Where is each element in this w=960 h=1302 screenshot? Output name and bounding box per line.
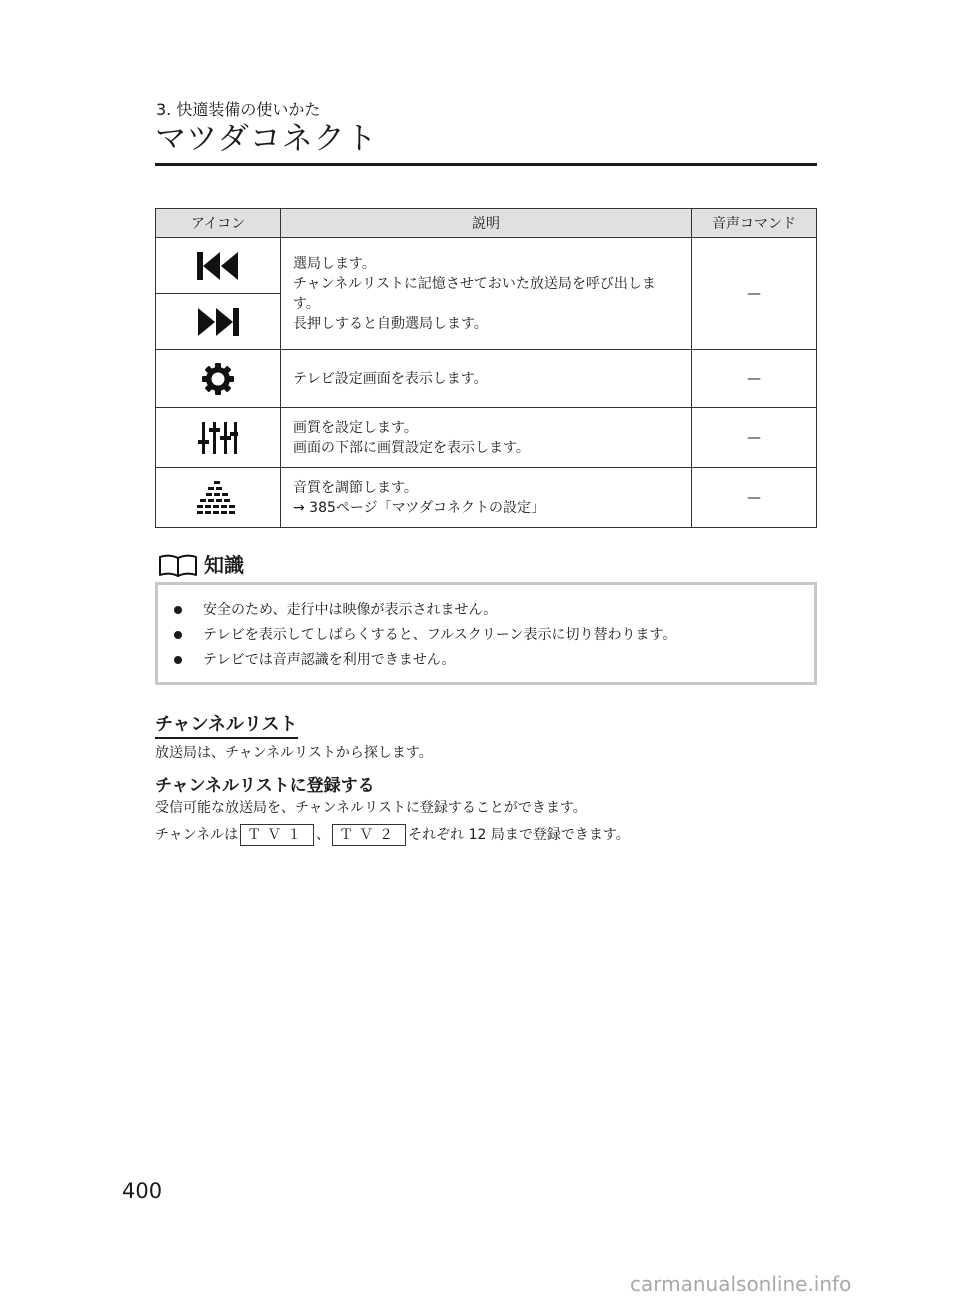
table-row [156,408,817,468]
description-cell [281,468,692,528]
header-voice-command: 音声コマンド [692,209,817,238]
description-line: 長押しすると自動選局します。 [293,315,488,332]
title-divider [155,163,817,166]
page-number: 400 [122,1179,163,1203]
skip-forward-icon [196,306,240,338]
knowledge-box [155,582,817,685]
description-line: テレビ設定画面を表示します。 [293,370,488,387]
icon-cell [156,350,281,408]
description-line: 音質を調節します。 [293,479,418,496]
footer-watermark: carmanualsonline.info [630,1272,852,1296]
channel-list-text: 放送局は、チャンネルリストから探します。 [155,745,433,761]
voice-command-cell: — [692,350,817,408]
icon-cell [156,294,281,350]
icon-cell [156,238,281,294]
page-title: マツダコネクト [155,121,378,157]
voice-command-cell: — [692,408,817,468]
description-cell [281,350,692,408]
table-row [156,468,817,528]
list-item: 安全のため、走行中は映像が表示されません。 [171,598,676,623]
voice-command-cell: — [692,238,817,350]
header-description: 説明 [281,209,692,238]
list-item: テレビを表示してしばらくすると、フルスクリーン表示に切り替わります。 [171,623,676,648]
chapter-label: 3. 快適装備の使いかた [156,100,321,119]
table-header-row [156,209,817,238]
section-heading-channel-list: チャンネルリスト [155,714,298,739]
icon-table [155,208,817,528]
table-row [156,238,817,294]
description-line: チャンネルリストに記憶させておいた放送局を呼び出します。 [293,275,656,312]
description-cell [281,238,692,350]
voice-command-cell: — [692,468,817,528]
tv2-key: ＴＶ２ [332,824,406,846]
list-item: テレビでは音声認識を利用できません。 [171,648,676,673]
register-prefix: チャンネルは [155,827,239,843]
equalizer-sliders-icon [198,420,238,456]
register-text: 受信可能な放送局を、チャンネルリストに登録することができます。 [155,800,587,816]
description-line: → 385ページ「マツダコネクトの設定」 [293,499,546,516]
icon-cell [156,408,281,468]
knowledge-list [171,598,676,673]
description-cell [281,408,692,468]
table-row [156,350,817,408]
section-heading-register: チャンネルリストに登録する [155,776,375,796]
description-line: 選局します。 [293,255,376,272]
register-separator: 、 [316,827,331,843]
description-line: 画質を設定します。 [293,419,418,436]
gear-icon [201,362,235,396]
register-suffix: それぞれ 12 局まで登録できます。 [408,827,630,843]
register-limit-text [155,822,630,848]
header-icon: アイコン [156,209,281,238]
sound-bars-icon [195,479,241,517]
tv1-key: ＴＶ１ [240,824,314,846]
description-line: 画面の下部に画質設定を表示します。 [293,439,530,456]
skip-back-icon [196,250,240,282]
knowledge-heading-text: 知識 [204,553,244,577]
open-book-icon [158,554,198,578]
icon-cell [156,468,281,528]
